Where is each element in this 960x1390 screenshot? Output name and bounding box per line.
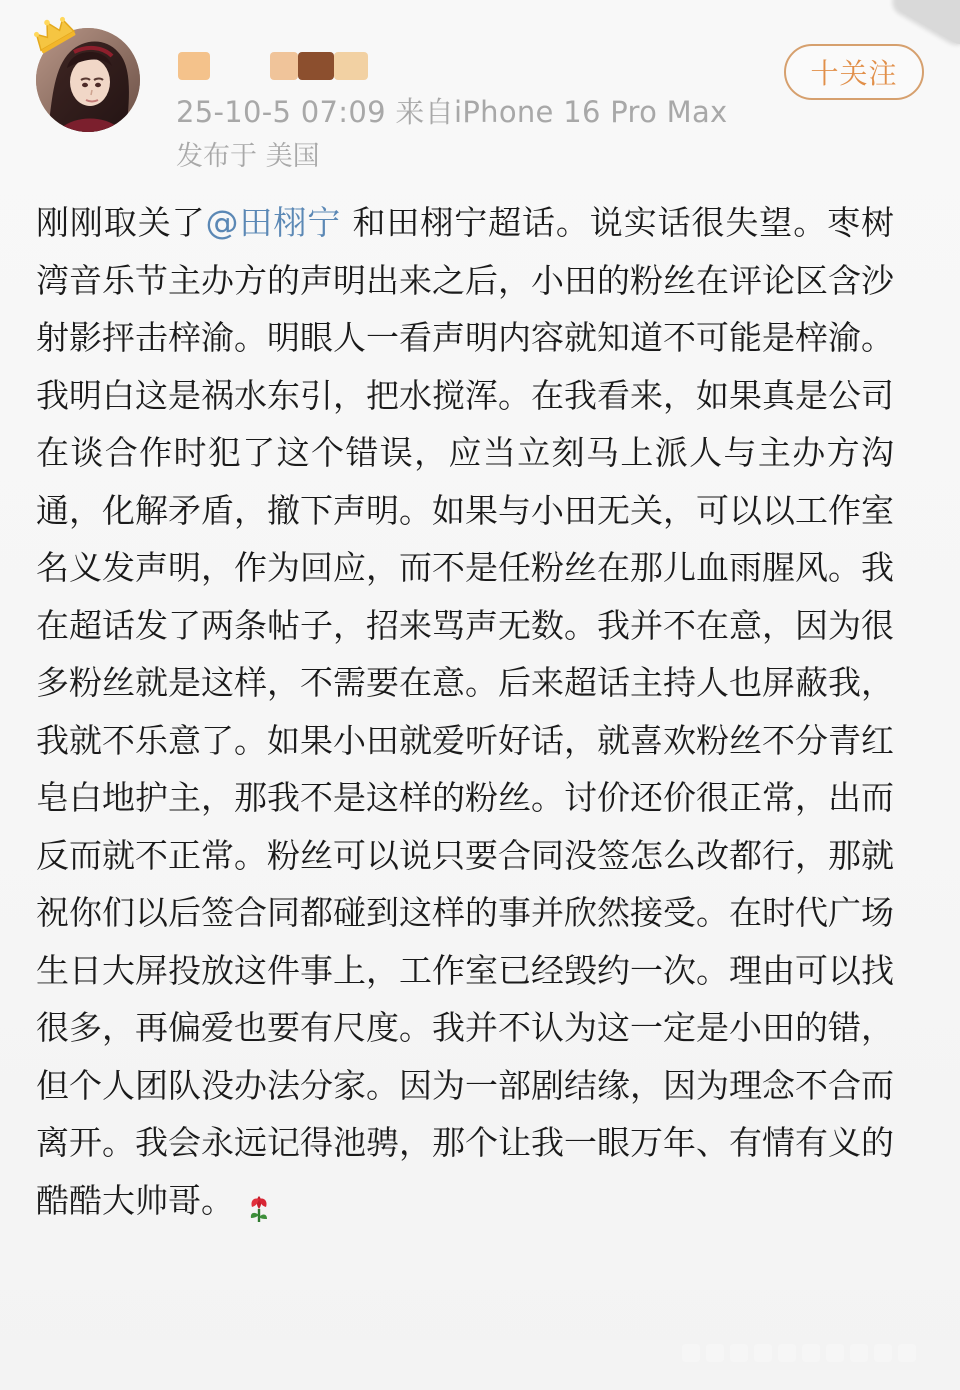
watermark: [682, 1344, 940, 1372]
post-text-before-mention: 刚刚取关了: [36, 203, 206, 242]
post-meta: 25-10-5 07:09 来自iPhone 16 Pro Max: [176, 95, 728, 129]
redaction-block: [298, 52, 334, 80]
post-text-main: 和田栩宁超话。说实话很失望。枣树湾音乐节主办方的声明出来之后，小田的粉丝在评论区含沙射影抨击梓渝。明眼人一看声明内容就知道不可能是梓渝。我明白这是祸水东引，把水搅浑。在我看来，如果真是公司在谈合作时犯了这个错误，应当立刻马上派人与主办方沟通，化解矛盾，撤下声明。如果与小田无关，可以以工作室名义发声明，作为回应，而不是任粉丝在那儿血雨腥风。我在超话发了两条帖子，招来骂声无数。我并不在意，因为很多粉丝就是这样，不需要在意。后来超话主持人也屏蔽我，我就不乐意了。如果小田就爱听好话，就喜欢粉丝不分青红皂白地护主，那我不是这样的粉丝。讨价还价很正常，出而反而就不正常。粉丝可以说只要合同没签怎么改都行，那就祝你们以后签合同都碰到这样的事并欣然接受。在时代广场生日大屏投放这件事上，工作室已经毁约一次。理由可以找很多，再偏爱也要有尺度。我并不认为这一定是小田的错，但个人团队没办法分家。因为一部剧结缘，因为理念不合而离开。我会永远记得池骋，那个让我一眼万年、有情有义的酷酷大帅哥。: [36, 203, 894, 1220]
username-redacted: [178, 52, 368, 86]
follow-button[interactable]: [784, 44, 924, 100]
follow-label: 十关注: [810, 57, 898, 90]
post-location: 发布于 美国: [176, 141, 320, 172]
user-avatar[interactable]: [36, 28, 140, 132]
page-curl-shadow: [891, 0, 960, 49]
rose-icon: [242, 1185, 276, 1219]
post-text: [36, 194, 894, 1229]
mention-link[interactable]: @田栩宁: [205, 203, 342, 242]
redaction-block: [178, 52, 210, 80]
redaction-block: [334, 52, 368, 80]
redaction-block: [270, 52, 298, 80]
